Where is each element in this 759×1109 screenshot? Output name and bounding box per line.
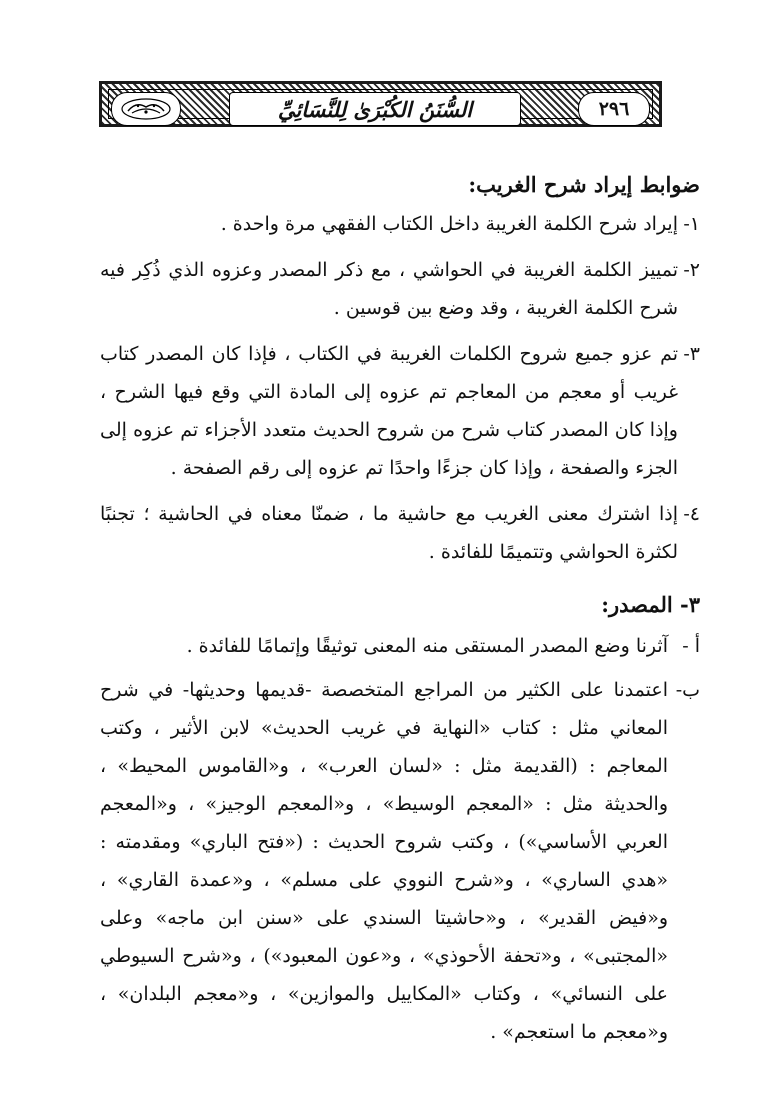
page-header — [99, 81, 662, 127]
list-item-letter: ب- — [675, 679, 700, 701]
list-item-text: آثرنا وضع المصدر المستقى منه المعنى توثيقًا وإتمامًا للفائدة . — [186, 635, 668, 657]
list-item — [100, 627, 700, 665]
list-item-number: ٤- — [683, 503, 700, 525]
list-item-text: تمييز الكلمة الغريبة في الحواشي ، مع ذكر المصدر وعزوه الذي ذُكِر فيه شرح الكلمة الغريبة ، وقد وضع بين قوسين . — [100, 259, 678, 319]
list-item-text: إذا اشترك معنى الغريب مع حاشية ما ، ضمنّا معناه في الحاشية ؛ تجنبًا لكثرة الحواشي وتتميمًا للفائدة . — [100, 503, 678, 563]
book-title: السُّنَنُ الكُبْرَىٰ لِلنَّسَائِيِّ — [229, 92, 521, 126]
list-item-number: ٢- — [683, 259, 700, 281]
list-item — [100, 671, 700, 1051]
list-item-text: إيراد شرح الكلمة الغريبة داخل الكتاب الفقهي مرة واحدة . — [220, 213, 678, 235]
section-heading-source: ٣- المصدر: — [601, 592, 700, 617]
list-item — [100, 251, 700, 327]
list-item-number: ١- — [683, 213, 700, 235]
header-frame — [108, 89, 653, 122]
list-item-letter: أ - — [682, 635, 700, 657]
list-item-number: ٣- — [683, 343, 700, 365]
list-item — [100, 205, 700, 243]
page-body — [100, 165, 700, 1057]
list-item-text: اعتمدنا على الكثير من المراجع المتخصصة -قديمها وحديثها- في شرح المعاني مثل : كتاب «النهاية في غريب الحديث» لابن الأثير ، وكتب المعاجم : (القديمة مثل : «لسان العرب» ، و«القاموس المحيط» ، والحديثة مثل : «المعجم الوسيط» ، و«المعجم الوجيز» ، و«المعجم العربي الأساسي») ، وكتب شروح الحديث : («فتح الباري» ومقدمته : «هدي الساري» ، و«شرح النووي على مسلم» ، و«عمدة القاري» ، و«فيض القدير» ، و«حاشيتا السندي على «سنن ابن ماجه» وعلى «المجتبى» ، و«تحفة الأحوذي» ، و«عون المعبود») ، و«شرح السيوطي على النسائي» ، وكتاب «المكاييل والموازين» ، و«معجم البلدان» ، و«معجم ما استعجم» . — [100, 679, 668, 1043]
section-heading-gharib: ضوابط إيراد شرح الغريب: — [468, 172, 700, 197]
book-ornament-icon — [120, 97, 172, 121]
list-item — [100, 495, 700, 571]
list-item — [100, 335, 700, 487]
header-emblem — [111, 92, 181, 126]
list-item-text: تم عزو جميع شروح الكلمات الغريبة في الكتاب ، فإذا كان المصدر كتاب غريب أو معجم من المعاجم تم عزوه إلى المادة التي وقع فيها الشرح ، وإذا كان المصدر كتاب شرح من شروح الحديث متعدد الأجزاء تم عزوه إلى الجزء والصفحة ، وإذا كان جزءًا واحدًا تم عزوه إلى رقم الصفحة . — [100, 343, 678, 479]
page-number: ٢٩٦ — [578, 92, 650, 126]
